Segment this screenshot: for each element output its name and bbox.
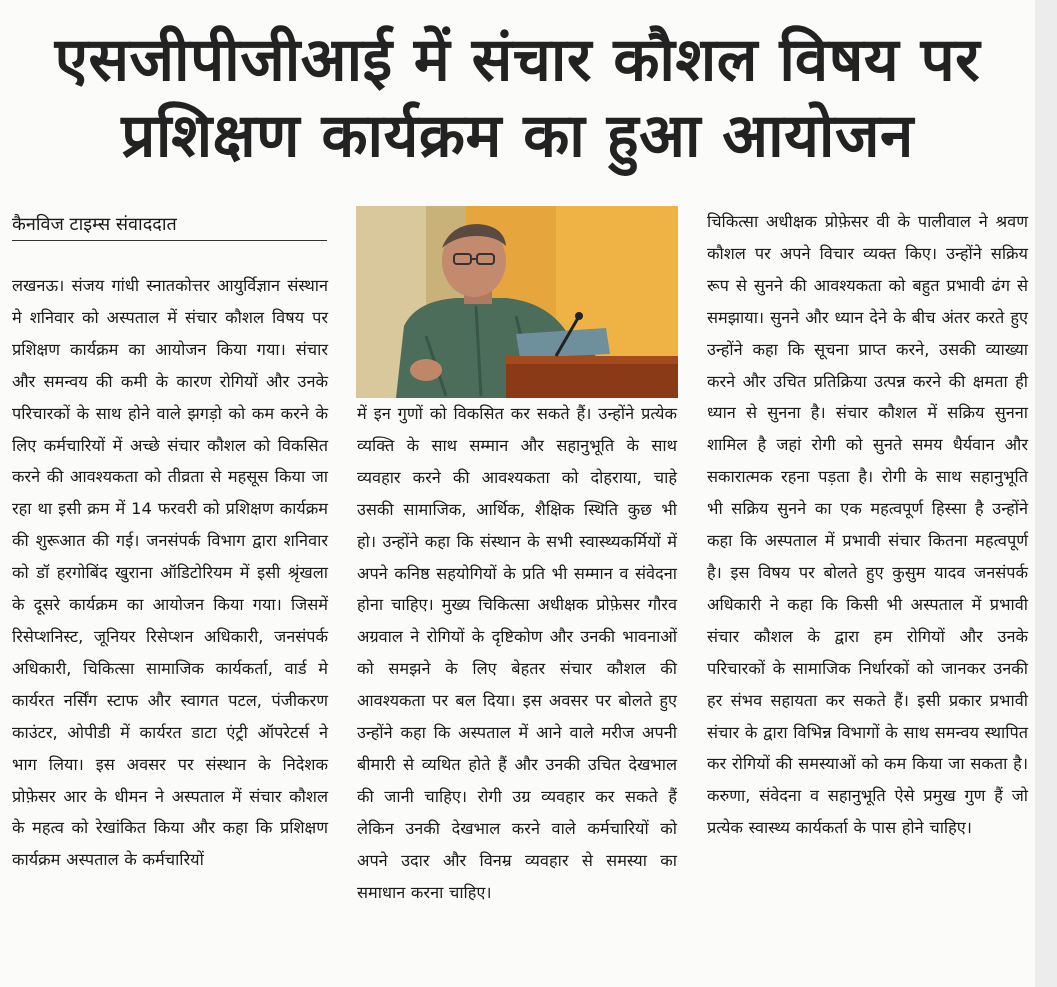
article-column-1 [12, 270, 328, 876]
column-2-text: में इन गुणों को विकसित कर सकते हैं। उन्होंने प्रत्येक व्यक्ति के साथ सम्मान और सहानुभूति के साथ व्यवहार करने की आवश्यकता को दोहराया, चाहे उसकी सामाजिक, आर्थिक, शैक्षिक स्थिति कुछ भी हो। उन्होंने कहा कि संस्थान के सभी स्वास्थ्यकर्मियों में अपने कनिष्ठ सहयोगियों के प्रति भी सम्मान व संवेदना होना चाहिए। मुख्य चिकित्सा अधीक्षक प्रोफ़ेसर गौरव अग्रवाल ने रोगियों के दृष्टिकोण और उनकी भावनाओं को समझने के लिए बेहतर संचार कौशल की आवश्यकता पर बल दिया। इस अवसर पर बोलते हुए उन्होंने कहा कि अस्पताल में आने वाले मरीज अपनी बीमारी से व्यथित होते हैं और उनकी उचित देखभाल की जानी चाहिए। रोगी उग्र व्यवहार कर सकते हैं लेकिन उनकी देखभाल करने वाले कर्मचारियों को अपने उदार और विनम्र व्यवहार से समस्या का समाधान करना चाहिए। [357, 404, 677, 902]
column-3-text: चिकित्सा अधीक्षक प्रोफ़ेसर वी के पालीवाल ने श्रवण कौशल पर अपने विचार व्यक्त किए। उन्होंने सक्रिय रूप से सुनने की आवश्यकता को बहुत प्रभावी ढंग से समझाया। सुनने और ध्यान देने के बीच अंतर करते हुए उन्होंने कहा कि सूचना प्राप्त करने, उसकी व्याख्या करने और उचित प्रतिक्रिया उत्पन्न करने की क्षमता ही ध्यान से सुनना है। संचार कौशल में सक्रिय सुनना शामिल है जहां रोगी को सुनते समय धैर्यवान और सकारात्मक रहना पड़ता है। रोगी के साथ सहानुभूति भी सक्रिय सुनने का एक महत्वपूर्ण हिस्सा है उन्होंने कहा कि अस्पताल में प्रभावी संचार कितना महत्वपूर्ण है। इस विषय पर बोलते हुए कुसुम यादव जनसंपर्क अधिकारी ने कहा कि किसी भी अस्पताल में प्रभावी संचार कौशल के द्वारा हम रोगियों और उनके परिचारकों के सामाजिक निर्धारकों को जानकर उनकी हर संभव सहायता कर सकते हैं। इसी प्रकार प्रभावी संचार के द्वारा विभिन्न विभागों के साथ समन्वय स्थापित कर रोगियों की समस्याओं को कम किया जा सकता है। करुणा, संवेदना व सहानुभूति ऐसे प्रमुख गुण हैं जो प्रत्येक स्वास्थ्य कार्यकर्ता के पास होने चाहिए। [707, 212, 1028, 838]
byline: कैनविज टाइम्स संवाददात [12, 213, 327, 241]
headline: एसजीपीजीआई में संचार कौशल विषय पर प्रशिक्षण कार्यक्रम का हुआ आयोजन [54, 25, 981, 171]
photo-illustration [356, 206, 678, 398]
column-1-text: लखनऊ। संजय गांधी स्नातकोत्तर आयुर्विज्ञान संस्थान मे शनिवार को अस्पताल में संचार कौशल विषय पर प्रशिक्षण कार्यक्रम का आयोजन किया गया। संचार और समन्वय की कमी के कारण रोगियों और उनके परिचारकों के साथ होने वाले झगड़ो को कम करने के लिए कर्मचारियों में अच्छे संचार कौशल को विकसित करने की आवश्यकता को तीव्रता से महसूस किया जा रहा था इसी क्रम में 14 फरवरी को प्रशिक्षण कार्यक्रम की शुरूआत की गई। जनसंपर्क विभाग द्वारा शनिवार को डॉ हरगोबिंद खुराना ऑडिटोरियम में इसी श्रृंखला के दूसरे कार्यक्रम का आयोजन किया गया। जिसमें रिसेप्शनिस्ट, जूनियर रिसेप्शन अधिकारी, जनसंपर्क अधिकारी, चिकित्सा सामाजिक कार्यकर्ता, वार्ड मे कार्यरत नर्सिंग स्टाफ और स्वागत पटल, पंजीकरण काउंटर, ओपीडी में कार्यरत डाटा एंट्री ऑपरेटर्स ने भाग लिया। इस अवसर पर संस्थान के निदेशक प्रोफ़ेसर आर के धीमन ने अस्पताल में संचार कौशल के महत्व को रेखांकित किया और कहा कि प्रशिक्षण कार्यक्रम अस्पताल के कर्मचारियों [12, 276, 328, 870]
article-column-2 [357, 398, 677, 909]
page-edge [1035, 0, 1057, 987]
speaker-at-podium-photo [356, 206, 678, 398]
article-column-3 [707, 206, 1028, 844]
